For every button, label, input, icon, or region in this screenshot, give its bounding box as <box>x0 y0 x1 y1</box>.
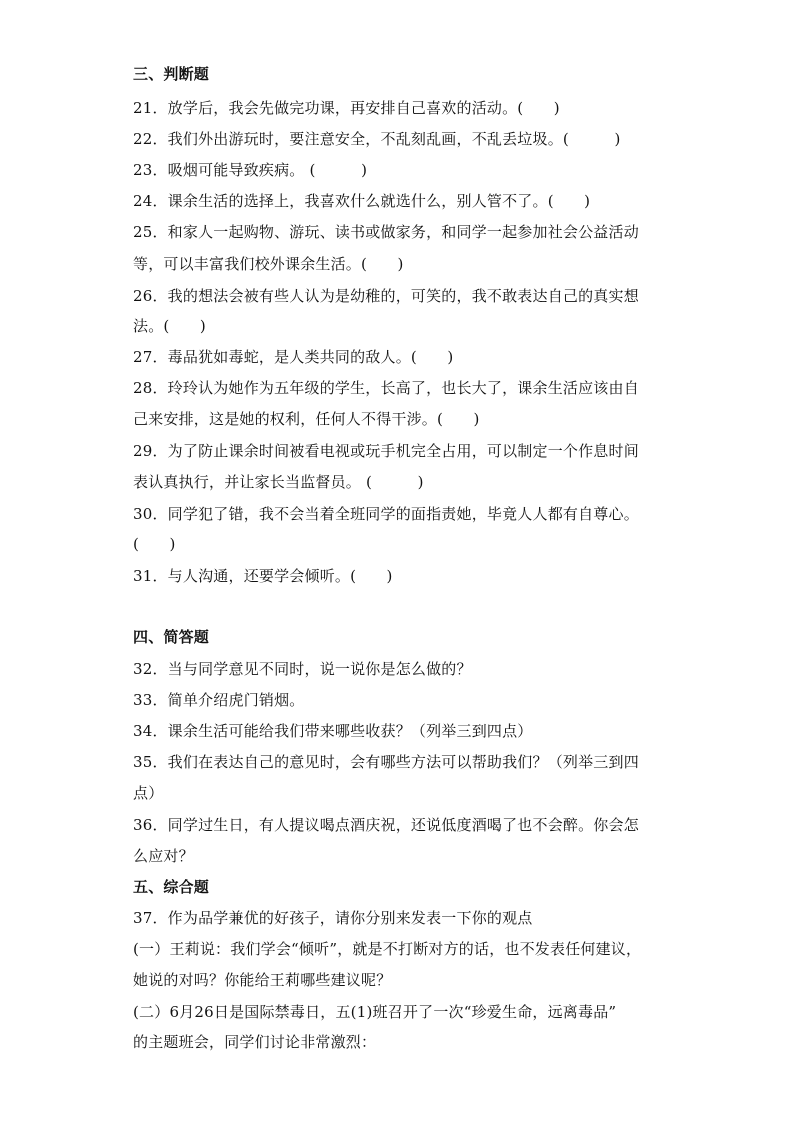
question-line: 23．吸烟可能导致疾病。 ( ) <box>133 161 368 179</box>
question-line: 32．当与同学意见不同时，说一说你是怎么做的？ <box>133 660 472 678</box>
question-line: 22．我们外出游玩时，要注意安全，不乱刻乱画，不乱丢垃圾。( ) <box>133 130 621 148</box>
question-line: 21．放学后，我会先做完功课，再安排自己喜欢的活动。( ) <box>133 99 560 117</box>
question-line: 26．我的想法会被有些人认为是幼稚的，可笑的，我不敢表达自己的真实想 <box>133 287 639 305</box>
question-line: 25．和家人一起购物、游玩、读书或做家务，和同学一起参加社会公益活动 <box>133 223 639 241</box>
section-heading-short: 四、简答题 <box>133 628 210 646</box>
question-line: 33．简单介绍虎门销烟。 <box>133 691 305 709</box>
question-line: 等，可以丰富我们校外课余生活。( ) <box>133 255 404 273</box>
question-line: 24．课余生活的选择上，我喜欢什么就选什么，别人管不了。( ) <box>133 192 591 210</box>
question-line: 己来安排，这是她的权利，任何人不得干涉。( ) <box>133 410 480 428</box>
question-line: 法。( ) <box>133 317 206 335</box>
question-line: 点） <box>133 784 164 802</box>
question-line: ( ) <box>133 535 176 553</box>
question-line: 的主题班会，同学们讨论非常激烈： <box>133 1033 377 1051</box>
question-line: 36．同学过生日，有人提议喝点酒庆祝，还说低度酒喝了也不会醉。你会怎 <box>133 816 639 834</box>
question-line: 30．同学犯了错，我不会当着全班同学的面指责她，毕竟人人都有自尊心。 <box>133 505 639 523</box>
question-line: 29．为了防止课余时间被看电视或玩手机完全占用，可以制定一个作息时间 <box>133 442 639 460</box>
question-line: 她说的对吗？你能给王莉哪些建议呢？ <box>133 971 392 989</box>
question-line: 28．玲玲认为她作为五年级的学生，长高了，也长大了，课余生活应该由自 <box>133 379 639 397</box>
question-line: 27．毒品犹如毒蛇，是人类共同的敌人。( ) <box>133 348 454 366</box>
question-line: (二）6月26日是国际禁毒日，五(1)班召开了一次“珍爱生命，远离毒品” <box>133 1003 617 1021</box>
question-line: 么应对？ <box>133 847 194 865</box>
question-line: 34．课余生活可能给我们带来哪些收获？（列举三到四点） <box>133 722 533 740</box>
question-line: 35．我们在表达自己的意见时，会有哪些方法可以帮助我们？（列举三到四 <box>133 753 639 771</box>
question-line: 37．作为品学兼优的好孩子，请你分别来发表一下你的观点 <box>133 909 533 927</box>
question-line: 31．与人沟通，还要学会倾听。( ) <box>133 567 393 585</box>
question-line: 表认真执行，并让家长当监督员。 ( ) <box>133 473 424 491</box>
section-heading-judge: 三、判断题 <box>133 65 210 83</box>
question-line: (一）王莉说：我们学会“倾听”，就是不打断对方的话，也不发表任何建议， <box>133 940 642 958</box>
section-heading-comprehensive: 五、综合题 <box>133 878 210 896</box>
